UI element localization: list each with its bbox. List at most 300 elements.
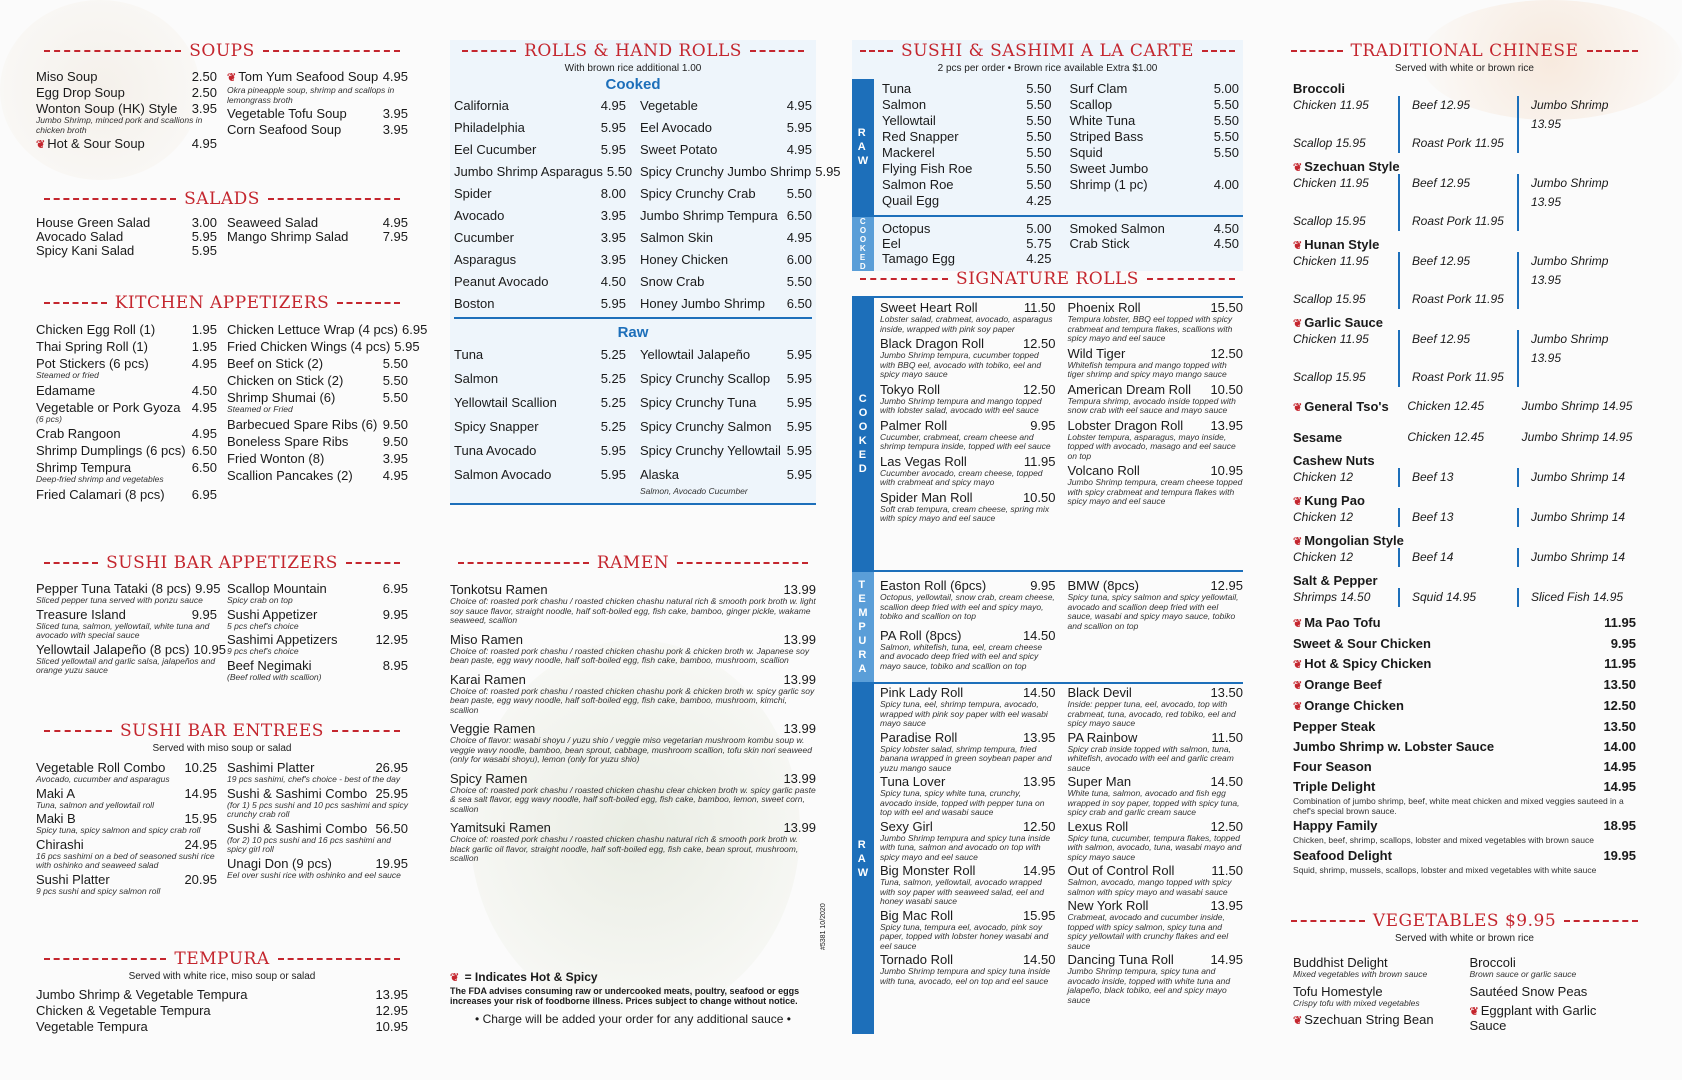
item-name: ❦ Hot & Sour Soup xyxy=(36,136,145,151)
price-option: Jumbo Shrimp 13.95 xyxy=(1517,330,1636,368)
menu-column xyxy=(454,95,633,315)
item-description: Sliced pepper tuna served with ponzu sauce xyxy=(36,595,203,605)
side-label-letter: O xyxy=(859,226,867,235)
item-name: Spicy Crunchy Crab xyxy=(640,186,756,201)
item-description: Combination of jumbo shrimp, beef, white meat chicken and mixed veggies sauteed in a chef's special brown sauce. xyxy=(1293,796,1624,816)
menu-item-row xyxy=(227,468,408,483)
menu-item-row xyxy=(227,607,408,622)
menu-item xyxy=(882,251,1052,266)
menu-item xyxy=(640,439,812,463)
item-name: Spicy Crunchy Jumbo Shrimp xyxy=(640,164,812,179)
menu-item xyxy=(880,490,1056,524)
item-price: 7.95 xyxy=(382,229,408,244)
section-title: SOUPS xyxy=(36,40,408,62)
menu-column xyxy=(227,216,408,258)
item-name: Yamitsuki Ramen xyxy=(450,820,551,835)
menu-item xyxy=(640,415,812,439)
item-description: 9 pcs sushi and spicy salmon roll xyxy=(36,885,161,896)
menu-item-row xyxy=(454,227,626,249)
item-name: Asparagus xyxy=(454,252,517,267)
section-subtitle: 2 pcs per order • Brown rice available Extra $1.00 xyxy=(937,63,1158,74)
chinese-category xyxy=(1293,315,1636,387)
category-prices-row xyxy=(1293,368,1636,387)
item-price: 3.95 xyxy=(600,252,626,267)
item-name: Eel Cucumber xyxy=(454,142,537,157)
menu-item-row xyxy=(880,490,1056,505)
menu-item-row xyxy=(454,249,626,271)
column-1 xyxy=(36,0,428,1080)
item-price: 26.95 xyxy=(375,760,408,775)
item-price: 11.95 xyxy=(1604,615,1636,630)
chinese-category xyxy=(1293,159,1636,231)
item-name: Paradise Roll xyxy=(880,729,958,745)
menu-item xyxy=(36,136,217,153)
item-description: Spicy tuna, spicy salmon and spicy crab roll xyxy=(36,825,201,835)
item-price: 2.50 xyxy=(191,69,217,84)
item-price: 4.00 xyxy=(1213,177,1239,192)
item-name: Sautéed Snow Peas xyxy=(1469,983,1588,999)
menu-item-row xyxy=(880,908,1056,923)
menu-item xyxy=(882,161,1052,177)
menu-item xyxy=(880,382,1056,416)
menu-item-row xyxy=(454,293,626,315)
item-price: 12.95 xyxy=(1210,578,1243,593)
menu-item-row xyxy=(450,771,816,786)
menu-item xyxy=(450,582,816,626)
item-price: 20.95 xyxy=(184,871,217,887)
item-description: Eel over sushi rice with oshinko and eel sauce xyxy=(227,869,401,880)
item-price: 15.95 xyxy=(184,811,217,826)
menu-item-row xyxy=(1070,97,1240,113)
menu-item xyxy=(227,434,408,449)
menu-item xyxy=(1070,161,1240,177)
menu-item xyxy=(36,607,217,641)
section-subtitle: Served with white rice, miso soup or salad xyxy=(128,971,316,982)
menu-item-row xyxy=(36,641,226,657)
item-price: 4.95 xyxy=(786,98,812,113)
menu-item xyxy=(1293,696,1636,717)
menu-item xyxy=(640,391,812,415)
chinese-category xyxy=(1293,573,1636,607)
menu-item-row xyxy=(36,230,217,244)
menu-item xyxy=(1293,1012,1460,1027)
item-name: Buddhist Delight xyxy=(1293,955,1388,970)
item-name: Sushi Appetizer xyxy=(227,606,318,622)
side-label-letter: A xyxy=(857,853,866,865)
menu-item xyxy=(36,244,217,258)
item-price: 5.95 xyxy=(600,443,626,458)
item-price: 5.25 xyxy=(600,419,626,434)
item-price: 13.99 xyxy=(783,721,816,736)
menu-item-row xyxy=(1070,236,1240,251)
item-name: Sweet Potato xyxy=(640,142,718,157)
item-name: Scallop xyxy=(1069,97,1113,112)
price-option xyxy=(1517,368,1636,387)
item-price: 5.50 xyxy=(1026,97,1052,112)
side-label-letter: W xyxy=(857,867,869,879)
item-name: Tofu Homestyle xyxy=(1293,983,1383,999)
raw-side-label xyxy=(852,684,874,1034)
price-option xyxy=(1517,134,1636,153)
menu-item xyxy=(880,908,1056,952)
menu-item-row xyxy=(454,391,626,415)
menu-item xyxy=(454,367,626,391)
menu-item-row xyxy=(640,139,812,161)
menu-item xyxy=(454,343,626,367)
menu-item xyxy=(1293,634,1636,654)
menu-item-row xyxy=(880,336,1056,351)
item-price: 3.95 xyxy=(600,230,626,245)
menu-item xyxy=(227,468,408,483)
item-description: Jumbo Shrimp tempura, cream cheese topped with spicy crabmeat and tempura flakes with spicy mayo and eel sauce xyxy=(1067,477,1243,506)
menu-column xyxy=(36,580,226,682)
menu-item xyxy=(454,293,626,315)
item-name: Treasure Island xyxy=(36,606,126,622)
menu-item xyxy=(1293,846,1636,876)
item-name: Palmer Roll xyxy=(880,417,948,433)
charge-note: • Charge will be added your order for any additional sauce • xyxy=(475,1012,791,1026)
menu-item-row xyxy=(36,322,217,337)
item-description: Mixed vegetables with brown sauce xyxy=(1293,969,1428,979)
item-price: 13.99 xyxy=(783,820,816,835)
menu-item xyxy=(1293,613,1636,634)
menu-item xyxy=(880,774,1056,818)
item-price: 5.50 xyxy=(1026,177,1052,192)
item-price: 4.95 xyxy=(191,426,217,441)
category-name: Cashew Nuts xyxy=(1293,453,1375,468)
menu-item xyxy=(36,383,217,398)
menu-item xyxy=(640,227,812,249)
menu-item-row xyxy=(36,1019,408,1035)
item-price: 5.50 xyxy=(1026,81,1052,96)
side-label-letter: C xyxy=(859,217,866,226)
item-description: Sliced tuna, salmon, yellowtail, white tuna and avocado with special sauce xyxy=(36,620,210,640)
item-price: 13.99 xyxy=(783,671,816,687)
item-name: Alaska xyxy=(640,467,680,482)
menu-item-row xyxy=(227,373,408,388)
item-description: Salmon, Avocado Cucumber xyxy=(640,486,748,496)
item-price: 12.50 xyxy=(1022,381,1056,397)
item-name: Yellowtail Jalapeño xyxy=(640,347,751,362)
menu-item-row xyxy=(454,271,626,293)
menu-item xyxy=(1068,418,1244,462)
item-price: 5.00 xyxy=(1026,221,1052,236)
side-label-letter: M xyxy=(858,607,868,619)
menu-item-row xyxy=(640,161,841,183)
price-option: Jumbo Shrimp 13.95 xyxy=(1517,96,1636,134)
menu-item-row xyxy=(227,216,408,230)
item-price: 1.95 xyxy=(191,322,217,337)
item-description: Okra pineapple soup, shrimp and scallops in lemongrass broth xyxy=(227,85,395,105)
menu-item-row xyxy=(227,434,408,449)
category-prices-row xyxy=(1293,212,1636,231)
item-description: Whitefish tempura and mango topped with tiger shrimp and spicy mayo mango sauce xyxy=(1067,359,1227,379)
item-price: 13.99 xyxy=(783,631,816,647)
menu-item-row xyxy=(640,463,812,487)
chinese-category xyxy=(1293,493,1636,527)
menu-item xyxy=(640,161,841,183)
item-price: 13.99 xyxy=(783,582,816,597)
menu-item xyxy=(1068,382,1244,416)
side-label-letter: O xyxy=(858,407,868,419)
item-description: (for 1) 5 pcs sushi and 10 pcs sashimi and spicy crunchy crab roll xyxy=(227,799,408,819)
item-description: Choice of: roasted pork chashu / roasted chicken chashu pork & chicken broth w. Japanese soy bean paste, egg wavy noodle, half soft-boiled egg, fish cake, bamboo, mushroom, scallion xyxy=(450,645,810,665)
menu-item xyxy=(1293,737,1636,757)
menu-item-row xyxy=(227,122,408,137)
item-name: Salmon xyxy=(882,97,927,112)
menu-item-row xyxy=(640,439,812,463)
menu-item-row xyxy=(454,367,626,391)
item-name: Salmon xyxy=(454,371,499,386)
item-name: Chicken & Vegetable Tempura xyxy=(36,1003,211,1018)
menu-item-row xyxy=(227,106,408,121)
menu-item-row xyxy=(1293,696,1636,717)
rolls-section xyxy=(450,40,841,505)
menu-item-row xyxy=(882,193,1052,209)
price-option: Squid 14.95 xyxy=(1398,588,1517,607)
menu-item-row xyxy=(1293,846,1636,866)
menu-item-row xyxy=(640,415,812,439)
chinese-category xyxy=(1293,428,1636,447)
item-name: Snow Crab xyxy=(640,274,705,289)
menu-item xyxy=(880,454,1056,488)
menu-item xyxy=(1470,955,1637,980)
item-name: Pink Lady Roll xyxy=(880,685,964,700)
price-option: Roast Pork 11.95 xyxy=(1398,212,1517,231)
item-name: Jumbo Shrimp Asparagus xyxy=(454,164,603,179)
item-price: 1.95 xyxy=(191,339,217,354)
item-name: Sashimi Platter xyxy=(227,760,315,775)
menu-column xyxy=(1070,221,1240,266)
item-price: 11.50 xyxy=(1211,729,1243,745)
item-price: 3.95 xyxy=(382,106,408,121)
category-name: ❦ General Tso's xyxy=(1293,399,1389,414)
side-label-letter: U xyxy=(858,635,867,647)
item-price: 3.95 xyxy=(382,122,408,137)
item-name: Seafood Delight xyxy=(1293,847,1392,863)
menu-item-row xyxy=(454,139,626,161)
item-price: 4.25 xyxy=(1026,251,1052,266)
menu-item xyxy=(1070,221,1240,236)
item-description: Jumbo Shrimp tempura, cucumber topped with BBQ eel, avocado with tobiko, eel and spicy mayo sauce xyxy=(880,350,1042,379)
item-description: Cucumber, crabmeat, cream cheese and shrimp tempura inside, topped with eel sauce xyxy=(880,431,1051,451)
column-3 xyxy=(852,0,1243,1080)
menu-item-row xyxy=(880,685,1056,700)
item-name: Crab Stick xyxy=(1069,236,1130,251)
category-prices-row xyxy=(1293,548,1636,567)
menu-column xyxy=(227,580,408,682)
menu-item-row xyxy=(36,339,217,354)
price-option: Sliced Fish 14.95 xyxy=(1517,588,1636,607)
menu-column xyxy=(36,320,217,502)
item-name: Sweet Jumbo xyxy=(1069,161,1149,176)
menu-item xyxy=(227,69,408,105)
item-name: ❦ Tom Yum Seafood Soup xyxy=(227,69,379,84)
menu-item xyxy=(1068,863,1244,897)
menu-item xyxy=(454,205,626,227)
menu-column xyxy=(1068,684,1244,1005)
item-price: 14.50 xyxy=(1022,685,1056,700)
item-name: Tuna Lover xyxy=(880,774,946,789)
menu-column xyxy=(454,343,626,497)
item-price: 3.95 xyxy=(600,208,626,223)
item-name: Veggie Ramen xyxy=(450,721,536,736)
item-price: 5.50 xyxy=(1026,161,1052,176)
menu-item xyxy=(450,771,816,815)
menu-item-row xyxy=(882,161,1052,177)
item-description: Jumbo Shrimp, minced pork and scallions in chicken broth xyxy=(36,115,203,135)
item-price: 4.95 xyxy=(191,136,217,151)
item-name: Eel Avocado xyxy=(640,120,713,135)
item-name: Mackerel xyxy=(882,145,935,160)
item-name: Barbecued Spare Ribs (6) xyxy=(227,416,378,432)
menu-item xyxy=(227,417,408,432)
item-description: Jumbo Shrimp tempura, spicy tuna and avocado inside, topped with white tuna and jalapeño, black tobiko, eel and spicy mayo sauce xyxy=(1067,966,1231,1005)
menu-item-row xyxy=(36,607,217,622)
menu-item-row xyxy=(454,161,633,183)
column-2 xyxy=(450,0,841,1080)
menu-item xyxy=(227,322,428,337)
menu-item xyxy=(36,760,217,785)
menu-column xyxy=(640,343,812,497)
item-name: Wonton Soup (HK) Style xyxy=(36,101,178,116)
chili-pepper-icon: ❦ xyxy=(1293,659,1303,671)
item-name: Beef Negimaki xyxy=(227,657,312,673)
item-name: Black Dragon Roll xyxy=(880,336,985,351)
item-name: Vegetable Tempura xyxy=(36,1019,148,1034)
item-name: Shrimp Tempura xyxy=(36,460,132,475)
section-title: SALADS xyxy=(36,188,408,210)
item-price: 14.95 xyxy=(1603,779,1636,794)
menu-item xyxy=(227,390,408,415)
item-name: ❦ Orange Beef xyxy=(1293,677,1382,692)
menu-item xyxy=(36,69,217,84)
item-price: 5.95 xyxy=(786,347,812,362)
menu-item-row xyxy=(450,582,816,597)
category-name: Sesame xyxy=(1293,430,1343,445)
item-price: 5.95 xyxy=(786,120,812,135)
item-price: 6.95 xyxy=(402,322,428,337)
menu-item xyxy=(1293,816,1636,846)
item-price: 56.50 xyxy=(375,820,408,836)
item-price: 10.95 xyxy=(1210,463,1243,478)
menu-item-row xyxy=(36,811,217,826)
item-name: Vegetable or Pork Gyoza xyxy=(36,399,181,415)
price-option: Jumbo Shrimp 14.95 xyxy=(1521,430,1633,444)
item-price: 3.95 xyxy=(191,101,217,116)
item-name: Tornado Roll xyxy=(880,952,953,967)
item-price: 24.95 xyxy=(184,836,217,852)
menu-item xyxy=(454,161,633,183)
menu-item xyxy=(640,117,812,139)
menu-item-row xyxy=(36,1003,408,1019)
price-option: Jumbo Shrimp 14 xyxy=(1517,468,1636,487)
menu-item-row xyxy=(880,454,1056,469)
menu-item-row xyxy=(227,856,408,871)
price-option: Chicken 12.45 xyxy=(1407,399,1485,413)
item-price: 14.95 xyxy=(1603,759,1636,774)
menu-item xyxy=(1293,757,1636,777)
menu-item-row xyxy=(36,85,217,100)
menu-column xyxy=(1470,951,1637,1033)
price-option: Scallop 15.95 xyxy=(1293,214,1366,228)
category-name: ❦ Garlic Sauce xyxy=(1293,315,1383,330)
item-name: Vegetable Roll Combo xyxy=(36,760,166,775)
menu-column xyxy=(640,95,841,315)
menu-item xyxy=(36,85,217,100)
menu-column xyxy=(36,759,217,896)
menu-item-row xyxy=(454,95,626,117)
item-description: Spicy tuna, tempura eel, avocado, pink soy paper, topped with lobster honey wasabi and eel sauce xyxy=(880,921,1049,951)
menu-item xyxy=(227,581,408,606)
menu-item-row xyxy=(1068,730,1244,745)
menu-item-row xyxy=(227,581,408,596)
item-price: 4.95 xyxy=(382,467,408,483)
item-description: 16 pcs sashimi on a bed of seasoned sushi rice with oshinko and seaweed salad xyxy=(36,850,215,870)
item-price: 9.95 xyxy=(1030,417,1056,433)
item-price: 5.50 xyxy=(1026,129,1052,144)
item-name: Spicy Kani Salad xyxy=(36,243,135,258)
menu-item-row xyxy=(882,113,1052,129)
menu-item xyxy=(880,628,1056,672)
item-name: Fried Wonton (8) xyxy=(227,450,325,466)
section-subtitle: Served with miso soup or salad xyxy=(152,743,292,754)
item-name: Spicy Crunchy Salmon xyxy=(640,419,772,434)
item-name: Shrimp Dumplings (6 pcs) xyxy=(36,443,186,458)
price-option: Chicken 11.95 xyxy=(1293,254,1369,268)
menu-item xyxy=(36,837,217,871)
menu-item xyxy=(1068,819,1244,863)
category-prices-row xyxy=(1293,134,1636,153)
item-name: PA Rainbow xyxy=(1067,729,1138,745)
item-name: Yellowtail xyxy=(882,113,936,128)
menu-item xyxy=(227,856,408,881)
item-price: 13.50 xyxy=(1210,685,1243,700)
menu-item xyxy=(1068,774,1244,818)
item-price: 5.95 xyxy=(600,296,626,311)
menu-item xyxy=(227,216,408,230)
menu-item xyxy=(640,183,812,205)
item-name: Red Snapper xyxy=(882,129,959,144)
menu-item xyxy=(1070,177,1240,193)
menu-item-row xyxy=(36,101,217,116)
item-name: Spider xyxy=(454,186,492,201)
item-description: Tuna, salmon and yellowtail roll xyxy=(36,799,154,810)
price-option: Jumbo Shrimp 14.95 xyxy=(1521,399,1633,413)
category-name: ❦ Szechuan Style xyxy=(1293,159,1400,174)
price-option: Chicken 11.95 xyxy=(1293,332,1369,346)
item-price: 6.50 xyxy=(786,296,812,311)
menu-item-row xyxy=(1070,145,1240,161)
cooked-heading: Cooked xyxy=(605,76,661,93)
item-price: 6.50 xyxy=(786,208,812,223)
item-price: 5.95 xyxy=(786,419,812,434)
menu-item-row xyxy=(1293,737,1636,757)
menu-item xyxy=(1068,346,1244,380)
menu-item xyxy=(640,271,812,293)
item-price: 5.95 xyxy=(786,443,812,458)
item-name: Pepper Steak xyxy=(1293,719,1376,734)
item-description: Soft crab tempura, cream cheese, spring mix with spicy mayo and eel sauce xyxy=(880,503,1050,523)
menu-item-row xyxy=(36,581,221,596)
menu-item xyxy=(1293,717,1636,737)
item-price: 13.95 xyxy=(1210,898,1243,913)
item-price: 4.95 xyxy=(191,399,217,415)
item-name: BMW (8pcs) xyxy=(1067,578,1139,593)
item-price: 25.95 xyxy=(375,785,408,801)
menu-item xyxy=(227,230,408,244)
item-price: 4.50 xyxy=(600,274,626,289)
